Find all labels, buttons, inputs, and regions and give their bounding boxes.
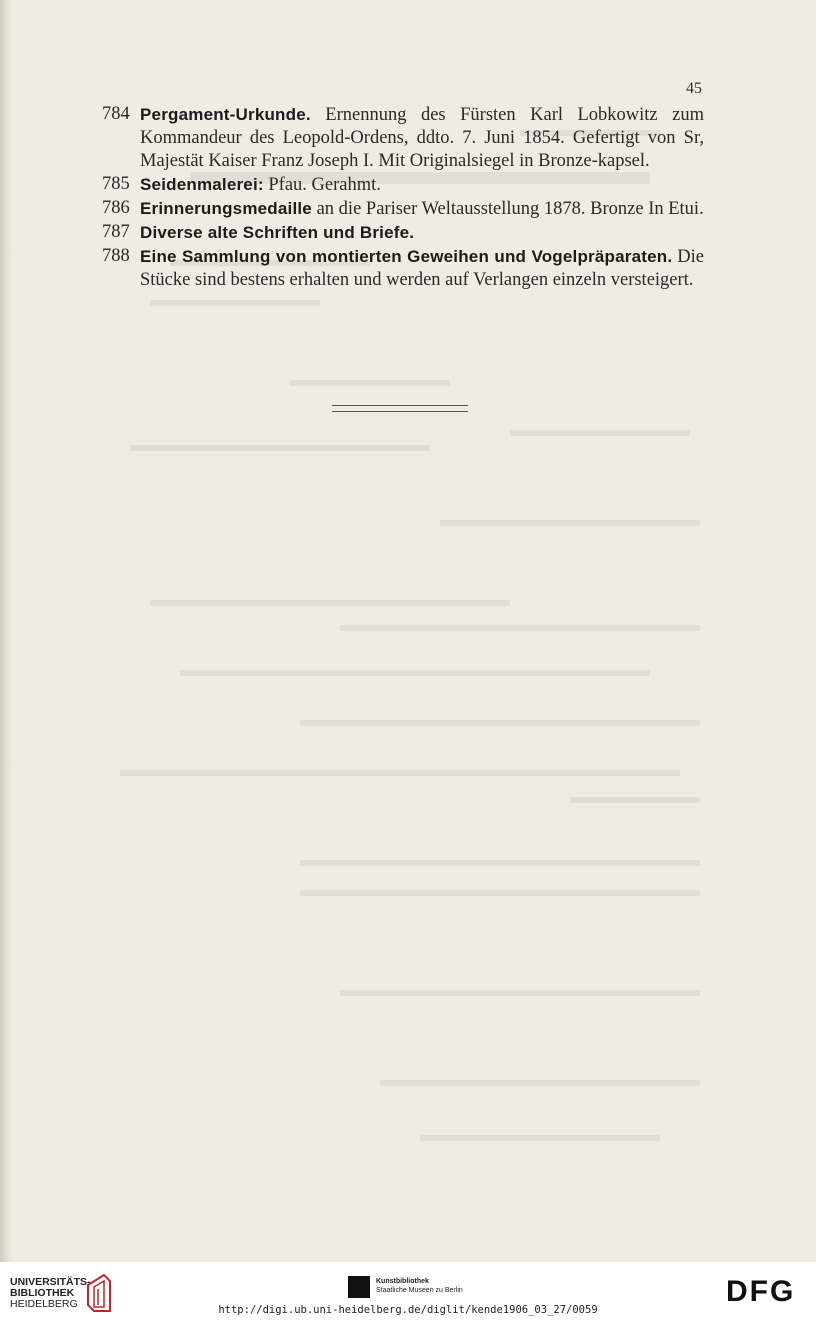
- kunstbibliothek-subtitle: Staatliche Museen zu Berlin: [376, 1287, 463, 1294]
- catalog-entry-787: [96, 221, 704, 245]
- entry-heading: Pergament-Urkunde.: [140, 105, 311, 124]
- permalink-url[interactable]: http://digi.ub.uni-heidelberg.de/diglit/kende1906_03_27/0059: [218, 1304, 598, 1316]
- entry-heading: Erinnerungsmedaille: [140, 199, 312, 218]
- entry-text: Ernennung des Fürsten Karl Lobkowitz zum Kommandeur des Leopold-Ordens, ddto. 7. Juni 1854. Gefertigt von Sr, Majestät Kaiser Franz Joseph I. Mit Originalsiegel in Bronze-kapsel.: [140, 105, 704, 171]
- entry-text: Pfau. Gerahmt.: [263, 175, 381, 195]
- page-gutter-shadow: [0, 0, 14, 1262]
- kunstbibliothek-label: [376, 1277, 463, 1295]
- library-line: UNIVERSITÄTS-: [10, 1276, 91, 1288]
- entry-heading: Seidenmalerei:: [140, 175, 264, 194]
- entry-number: 786: [102, 198, 130, 218]
- page-number: 45: [686, 80, 702, 97]
- entry-heading: Diverse alte Schriften und Briefe.: [140, 223, 415, 242]
- entry-number: 787: [102, 222, 130, 242]
- entry-number: 785: [102, 174, 130, 194]
- catalog-entry-785: [96, 173, 704, 197]
- entry-heading: Eine Sammlung von montierten Geweihen und Vogelpräparaten.: [140, 247, 673, 266]
- entry-text: an die Pariser Weltausstellung 1878. Bronze In Etui.: [311, 199, 704, 219]
- entry-number: 788: [102, 246, 130, 266]
- entry-number: 784: [102, 104, 130, 124]
- library-line: BIBLIOTHEK: [10, 1287, 75, 1299]
- catalog-entry-786: [96, 197, 704, 221]
- entry-text: Die Stücke sind bestens erhalten und werden auf Verlangen einzeln versteigert.: [140, 247, 704, 290]
- dfg-logo[interactable]: DFG: [726, 1275, 796, 1308]
- kunstbibliothek-logo-icon[interactable]: [348, 1276, 370, 1298]
- section-divider-rule: [332, 405, 468, 412]
- library-line: HEIDELBERG: [10, 1298, 78, 1310]
- kunstbibliothek-title: Kunstbibliothek: [376, 1278, 429, 1285]
- catalog-entry-784: [96, 103, 704, 173]
- catalog-entry-788: [96, 245, 704, 292]
- catalog-entries: [96, 103, 704, 292]
